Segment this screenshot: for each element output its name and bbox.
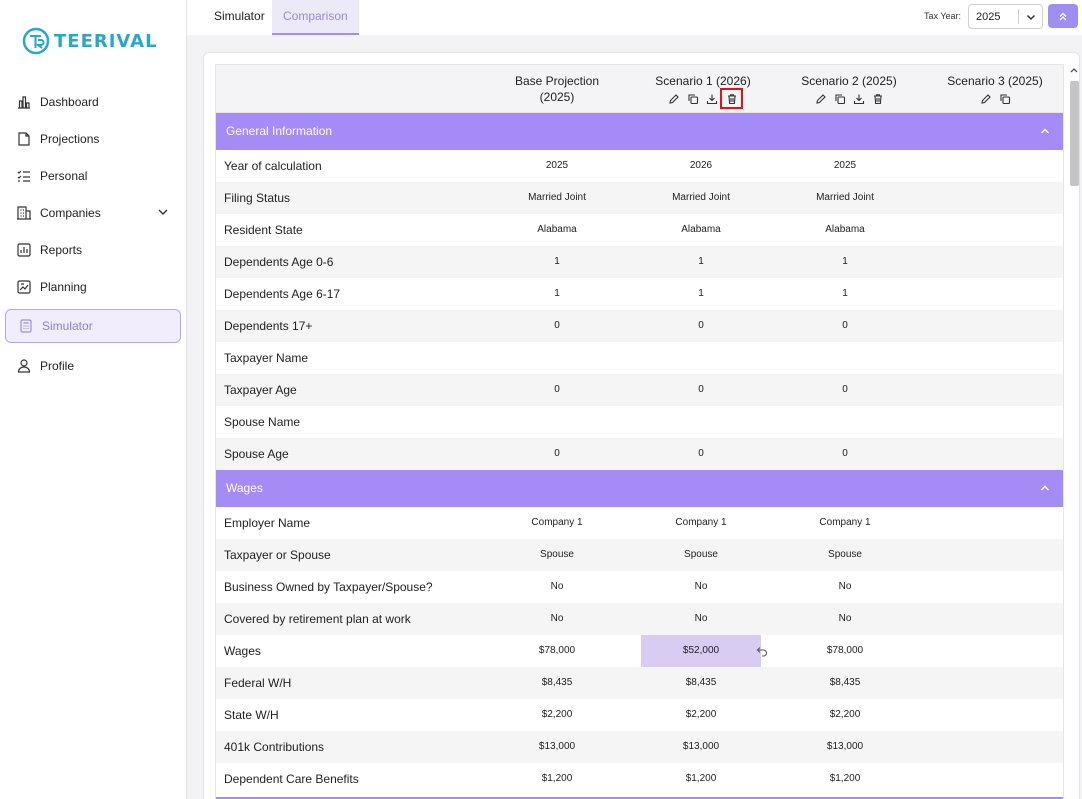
cell-scenario-1[interactable]: Alabama (681, 224, 721, 235)
sidebar-item-personal[interactable] (0, 157, 187, 194)
cell-base[interactable]: Married Joint (528, 192, 586, 203)
sidebar-item-label: Profile (40, 358, 75, 373)
cell-scenario-2[interactable]: $13,000 (826, 741, 864, 752)
chevron-down-icon[interactable] (1025, 11, 1037, 23)
cell-scenario-1[interactable]: Company 1 (675, 517, 727, 528)
cell-scenario-1[interactable]: 0 (698, 320, 704, 331)
cell-base[interactable]: 1 (554, 288, 560, 299)
chevron-up-icon[interactable] (1039, 125, 1051, 137)
delete-icon[interactable] (870, 91, 885, 106)
undo-icon[interactable] (756, 645, 768, 657)
row-label: Taxpayer Name (224, 351, 309, 365)
cell-base[interactable]: 1 (554, 256, 560, 267)
row-label: Resident State (224, 223, 303, 237)
cell-scenario-2[interactable]: Spouse (828, 549, 862, 560)
wages-rows (216, 507, 1063, 795)
row-label: Dependents Age 6-17 (224, 287, 341, 301)
row-label: Wages (224, 644, 261, 658)
planning-icon (16, 279, 32, 295)
table-row (216, 342, 1063, 374)
copy-icon[interactable] (685, 91, 700, 106)
top-bar (187, 0, 1082, 35)
sidebar-item-projections[interactable] (0, 120, 187, 157)
cell-scenario-1[interactable]: 0 (698, 448, 704, 459)
table-row (216, 635, 1063, 667)
table-row (216, 667, 1063, 699)
sidebar-item-dashboard[interactable] (0, 83, 187, 120)
table-row (216, 278, 1063, 310)
cell-scenario-2[interactable]: 1 (842, 288, 848, 299)
row-label: Spouse Name (224, 415, 301, 429)
vertical-scrollbar[interactable] (1068, 64, 1080, 799)
cell-scenario-2[interactable]: $2,200 (829, 709, 861, 720)
user-icon (16, 358, 32, 374)
bar-chart-icon (16, 94, 32, 110)
row-label: Business Owned by Taxpayer/Spouse? (224, 580, 433, 594)
building-icon (16, 205, 32, 221)
checklist-icon (16, 168, 32, 184)
table-row (216, 374, 1063, 406)
cell-base[interactable]: 0 (554, 384, 560, 395)
sidebar-item-label: Projections (40, 131, 100, 146)
cell-base[interactable]: No (550, 581, 564, 592)
cell-scenario-1[interactable]: $8,435 (685, 677, 717, 688)
cell-base[interactable]: 2025 (545, 160, 569, 171)
column-title: Scenario 1 (2026) (655, 74, 751, 88)
sidebar-item-label: Simulator (42, 319, 93, 333)
cell-scenario-2[interactable]: 2025 (833, 160, 857, 171)
brand-logo[interactable] (22, 27, 158, 55)
table-row (216, 603, 1063, 635)
cell-scenario-2[interactable] (785, 406, 905, 438)
cell-scenario-1-edited[interactable]: $52,000 (641, 635, 761, 667)
sidebar-item-label: Companies (40, 205, 101, 220)
cell-base[interactable]: $8,435 (541, 677, 573, 688)
cell-scenario-2[interactable]: No (838, 581, 852, 592)
table-row (216, 406, 1063, 438)
collapse-button[interactable] (1048, 4, 1078, 28)
copy-icon[interactable] (832, 91, 847, 106)
report-icon (16, 242, 32, 258)
row-label: Employer Name (224, 516, 311, 530)
calculator-icon (18, 318, 34, 334)
sidebar-item-reports[interactable] (0, 231, 187, 268)
table-row (216, 571, 1063, 603)
cell-base[interactable]: $2,200 (541, 709, 573, 720)
cell-scenario-2[interactable]: 1 (842, 256, 848, 267)
cell-base[interactable]: 0 (554, 320, 560, 331)
table-row (216, 763, 1063, 795)
document-icon (16, 131, 32, 147)
sidebar-item-companies[interactable] (0, 194, 187, 231)
table-row (216, 539, 1063, 571)
row-label: 401k Contributions (224, 740, 325, 754)
select-divider (1018, 9, 1019, 24)
table-row (216, 731, 1063, 763)
download-icon[interactable] (851, 91, 866, 106)
cell-scenario-1[interactable]: 1 (698, 256, 704, 267)
row-label: Federal W/H (224, 676, 292, 690)
table-row (216, 438, 1063, 470)
table-header (216, 65, 1063, 113)
sidebar-item-label: Dashboard (40, 94, 99, 109)
cell-base[interactable]: 0 (554, 448, 560, 459)
cell-scenario-1[interactable]: $2,200 (685, 709, 717, 720)
cell-scenario-1[interactable]: Married Joint (672, 192, 730, 203)
sidebar-item-profile[interactable] (0, 347, 187, 384)
cell-scenario-2[interactable] (785, 342, 905, 374)
row-label: Filing Status (224, 191, 291, 205)
column-subtitle: (2025) (539, 90, 575, 104)
chevron-up-icon[interactable] (1039, 482, 1051, 494)
cell-base[interactable]: $13,000 (538, 741, 576, 752)
cell-base[interactable]: Alabama (537, 224, 577, 235)
tax-year-select[interactable] (968, 4, 1043, 29)
cell-base[interactable]: Spouse (540, 549, 574, 560)
chevron-down-icon[interactable] (157, 206, 169, 218)
main-content (187, 35, 1082, 799)
row-label: Dependents Age 0-6 (224, 255, 334, 269)
edit-icon[interactable] (813, 91, 828, 106)
table-row (216, 699, 1063, 731)
column-header-scenario-3 (925, 73, 1064, 106)
section-header-wages[interactable] (216, 470, 1063, 507)
tab-comparison[interactable]: Comparison (272, 0, 359, 35)
cell-base[interactable] (497, 342, 617, 374)
column-title: Scenario 2 (2025) (801, 74, 897, 88)
sidebar (0, 0, 187, 799)
table-row (216, 246, 1063, 278)
cell-scenario-1[interactable]: $1,200 (685, 773, 717, 784)
row-label: Year of calculation (224, 159, 322, 173)
edit-icon[interactable] (666, 91, 681, 106)
brand-name: TEERIVAL (54, 30, 158, 52)
row-label: Dependent Care Benefits (224, 772, 359, 786)
row-label: Taxpayer or Spouse (224, 548, 331, 562)
tab-simulator[interactable]: Simulator (214, 9, 265, 23)
tax-year-label: Tax Year: (924, 11, 962, 21)
cell-base[interactable]: No (550, 613, 564, 624)
cell-scenario-2[interactable]: 0 (842, 448, 848, 459)
download-icon[interactable] (704, 91, 719, 106)
column-header-scenario-1 (633, 73, 773, 106)
section-header-general-information[interactable] (216, 113, 1063, 150)
cell-scenario-1[interactable]: 2026 (689, 160, 713, 171)
sidebar-item-label: Reports (40, 242, 83, 257)
cell-scenario-1[interactable] (641, 342, 761, 374)
copy-icon[interactable] (997, 91, 1012, 106)
cell-scenario-1[interactable]: No (694, 581, 708, 592)
comparison-card (203, 52, 1080, 799)
sidebar-nav (0, 83, 187, 384)
row-label: Taxpayer Age (224, 383, 297, 397)
table-row (216, 182, 1063, 214)
sidebar-item-label: Personal (40, 168, 88, 183)
section-title: General Information (226, 124, 333, 138)
column-title: Base Projection (514, 74, 600, 88)
column-header-scenario-2 (779, 73, 919, 106)
logo-mark-icon (22, 27, 50, 55)
table-row (216, 310, 1063, 342)
cell-scenario-2[interactable]: 0 (842, 320, 848, 331)
cell-scenario-2[interactable]: $8,435 (829, 677, 861, 688)
row-label: Dependents 17+ (224, 319, 313, 333)
table-row (216, 150, 1063, 182)
cell-scenario-1[interactable]: Spouse (684, 549, 718, 560)
double-chevron-up-icon (1057, 10, 1069, 22)
section-title: Wages (226, 481, 263, 495)
table-row (216, 507, 1063, 539)
cell-scenario-2[interactable]: Company 1 (819, 517, 871, 528)
cell-scenario-1[interactable]: No (694, 613, 708, 624)
cell-base[interactable] (497, 406, 617, 438)
cell-scenario-1[interactable] (641, 406, 761, 438)
row-label: Spouse Age (224, 447, 289, 461)
cell-scenario-2[interactable]: 0 (842, 384, 848, 395)
row-label: State W/H (224, 708, 279, 722)
sidebar-item-label: Planning (40, 279, 87, 294)
scroll-up-arrow-icon[interactable] (1070, 66, 1078, 74)
column-header-base (487, 73, 627, 105)
row-label: Covered by retirement plan at work (224, 612, 411, 626)
comparison-table (215, 64, 1064, 799)
tax-year-value: 2025 (976, 11, 1001, 23)
cell-scenario-2[interactable]: $1,200 (829, 773, 861, 784)
cell-scenario-1[interactable]: 0 (698, 384, 704, 395)
cell-scenario-2[interactable]: Alabama (825, 224, 865, 235)
cell-scenario-2[interactable]: Married Joint (816, 192, 874, 203)
table-row (216, 214, 1063, 246)
scrollbar-thumb[interactable] (1070, 81, 1079, 186)
cell-scenario-1[interactable]: $13,000 (682, 741, 720, 752)
edit-icon[interactable] (978, 91, 993, 106)
sidebar-item-simulator[interactable] (5, 309, 181, 343)
cell-scenario-1[interactable]: 1 (698, 288, 704, 299)
cell-base[interactable]: Company 1 (531, 517, 583, 528)
general-information-rows (216, 150, 1063, 470)
cell-base[interactable]: $78,000 (538, 645, 576, 656)
column-title: Scenario 3 (2025) (947, 74, 1043, 88)
delete-icon[interactable] (723, 91, 740, 106)
sidebar-item-planning[interactable] (0, 268, 187, 305)
cell-base[interactable]: $1,200 (541, 773, 573, 784)
cell-scenario-2[interactable]: No (838, 613, 852, 624)
cell-scenario-2[interactable]: $78,000 (826, 645, 864, 656)
